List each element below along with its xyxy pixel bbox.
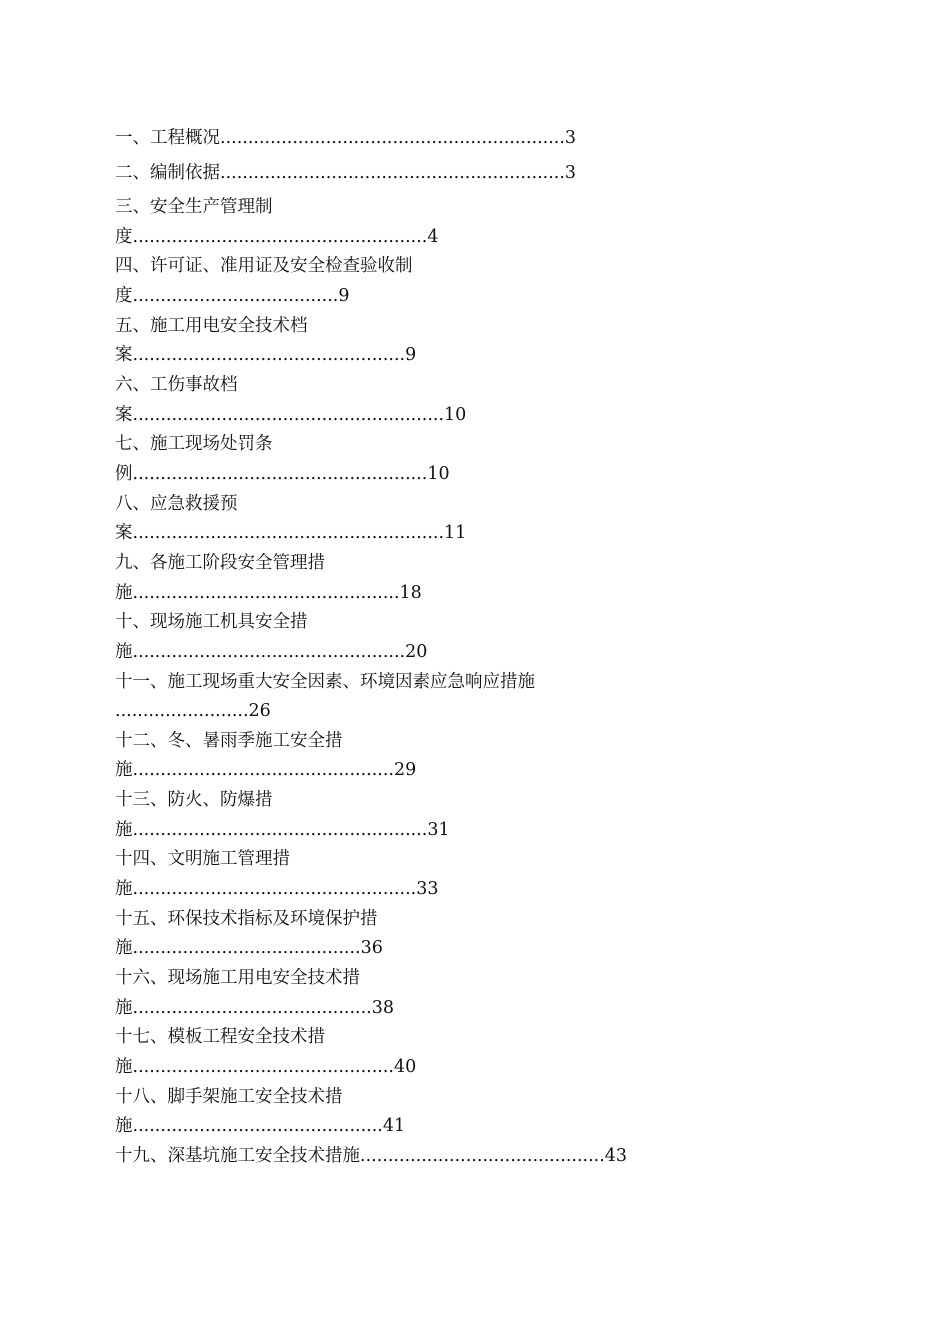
- toc-page-number: 40: [393, 1056, 417, 1077]
- toc-line: [115, 460, 835, 490]
- toc-title-continuation: 案: [115, 523, 133, 544]
- toc-title: 五、施工用电安全技术档: [115, 315, 308, 336]
- toc-entry[interactable]: [115, 1023, 835, 1082]
- toc-entry[interactable]: [115, 124, 835, 159]
- toc-title: 一、工程概况: [115, 128, 220, 148]
- toc-line: [115, 816, 835, 846]
- toc-title: 十二、冬、暑雨季施工安全措: [115, 730, 343, 751]
- toc-leader: ........................................................: [132, 404, 445, 425]
- toc-leader: .................................................: [132, 641, 406, 662]
- toc-page-number: 10: [444, 404, 467, 425]
- toc-title-continuation: 施: [115, 997, 133, 1018]
- toc-title-continuation: 度: [115, 286, 133, 307]
- toc-leader: .....................................: [132, 286, 339, 307]
- toc-leader: .............................................: [132, 1116, 383, 1137]
- toc-page-number: 36: [360, 938, 383, 959]
- toc-entry[interactable]: [115, 845, 835, 904]
- toc-title: 八、应急救援预: [115, 493, 238, 514]
- toc-title-continuation: 施: [115, 1116, 133, 1137]
- toc-line: [115, 519, 835, 549]
- toc-entry[interactable]: [115, 786, 835, 845]
- toc-page-number: 43: [604, 1145, 628, 1166]
- toc-leader: ........................: [115, 701, 249, 722]
- toc-title: 十三、防火、防爆措: [115, 790, 273, 811]
- toc-title-continuation: 例: [115, 463, 133, 484]
- toc-line: [115, 875, 835, 905]
- toc-title-continuation: 施: [115, 582, 133, 603]
- toc-line: [115, 756, 835, 786]
- toc-line: [115, 223, 835, 253]
- toc-entry[interactable]: [115, 668, 835, 727]
- toc-line: [115, 159, 835, 189]
- toc-page-number: 11: [444, 523, 467, 544]
- toc-title-continuation: 施: [115, 1056, 133, 1077]
- toc-title: 十四、文明施工管理措: [115, 849, 290, 870]
- toc-page-number: 9: [338, 286, 350, 307]
- toc-page-number: 29: [393, 760, 417, 781]
- toc-title-continuation: 施: [115, 760, 133, 781]
- toc-leader: .....................................................: [132, 463, 428, 484]
- toc-entry[interactable]: [115, 252, 835, 311]
- toc-title: 七、施工现场处罚条: [115, 434, 273, 455]
- toc-title-continuation: 施: [115, 879, 133, 900]
- toc-line: [115, 638, 835, 668]
- toc-page-number: 18: [399, 582, 422, 603]
- toc-leader: .....................................................: [132, 819, 428, 840]
- toc-page-number: 33: [416, 879, 439, 900]
- toc-title: 九、各施工阶段安全管理措: [115, 552, 325, 573]
- toc-leader: ...................................................: [132, 879, 417, 900]
- toc-page-number: 26: [248, 701, 271, 722]
- toc-page-number: 41: [382, 1116, 406, 1137]
- toc-title-continuation: 施: [115, 641, 133, 662]
- toc-title-continuation: 案: [115, 404, 133, 425]
- toc-title: 十五、环保技术指标及环境保护措: [115, 908, 378, 929]
- toc-page-number: 20: [405, 641, 428, 662]
- toc-leader: ...............................................: [132, 1056, 394, 1077]
- toc-entry[interactable]: [115, 964, 835, 1023]
- toc-page-number: 3: [564, 162, 577, 183]
- toc-title-continuation: 案: [115, 345, 133, 366]
- toc-line: [115, 282, 835, 312]
- toc-title: 十六、现场施工用电安全技术措: [115, 968, 360, 989]
- toc-line: [115, 124, 835, 154]
- toc-line: [115, 1142, 835, 1172]
- toc-entry[interactable]: [115, 490, 835, 549]
- toc-entry[interactable]: [115, 1083, 835, 1142]
- toc-page-number: 3: [564, 128, 577, 148]
- toc-page-number: 31: [427, 819, 450, 840]
- toc-leader: ............................................: [360, 1145, 605, 1166]
- toc-leader: .........................................: [132, 938, 361, 959]
- toc-leader: .....................................................: [132, 226, 428, 247]
- toc-leader: ..............................................................: [220, 128, 565, 148]
- toc-line: [115, 579, 835, 609]
- toc-leader: ...........................................: [132, 997, 372, 1018]
- toc-leader: ................................................: [132, 582, 400, 603]
- toc-entry[interactable]: [115, 905, 835, 964]
- toc-entry[interactable]: [115, 193, 835, 252]
- toc-line: [115, 934, 835, 964]
- toc-title: 二、编制依据: [115, 162, 220, 183]
- toc-entry[interactable]: [115, 608, 835, 667]
- table-of-contents: [115, 124, 835, 1177]
- toc-title: 十八、脚手架施工安全技术措: [115, 1086, 343, 1107]
- toc-entry[interactable]: [115, 312, 835, 371]
- toc-leader: ........................................................: [132, 523, 445, 544]
- toc-line: [115, 994, 835, 1024]
- toc-entry[interactable]: [115, 727, 835, 786]
- toc-page-number: 9: [405, 345, 417, 366]
- toc-entry[interactable]: [115, 549, 835, 608]
- toc-title: 十九、深基坑施工安全技术措施: [115, 1145, 360, 1166]
- toc-title: 十一、施工现场重大安全因素、环境因素应急响应措施: [115, 671, 535, 692]
- toc-title: 六、工伤事故档: [115, 375, 238, 396]
- toc-title-continuation: 施: [115, 819, 133, 840]
- toc-title: 十、现场施工机具安全措: [115, 612, 308, 633]
- toc-leader: .................................................: [132, 345, 406, 366]
- toc-title: 三、安全生产管理制: [115, 197, 273, 218]
- toc-entry[interactable]: [115, 1142, 835, 1177]
- toc-entry[interactable]: [115, 371, 835, 430]
- toc-page-number: 38: [371, 997, 394, 1018]
- toc-entry[interactable]: [115, 159, 835, 194]
- toc-leader: ..............................................................: [220, 162, 565, 183]
- toc-line: [115, 341, 835, 371]
- toc-line: [115, 1053, 835, 1083]
- toc-title-continuation: 度: [115, 226, 133, 247]
- toc-line: [115, 1112, 835, 1142]
- toc-page-number: 4: [427, 226, 439, 247]
- toc-title-continuation: 施: [115, 938, 133, 959]
- toc-entry[interactable]: [115, 430, 835, 489]
- toc-title: 十七、模板工程安全技术措: [115, 1027, 325, 1048]
- toc-page-number: 10: [427, 463, 450, 484]
- toc-leader: ...............................................: [132, 760, 394, 781]
- toc-line: [115, 697, 835, 727]
- toc-title: 四、许可证、准用证及安全检查验收制: [115, 256, 413, 277]
- toc-line: [115, 401, 835, 431]
